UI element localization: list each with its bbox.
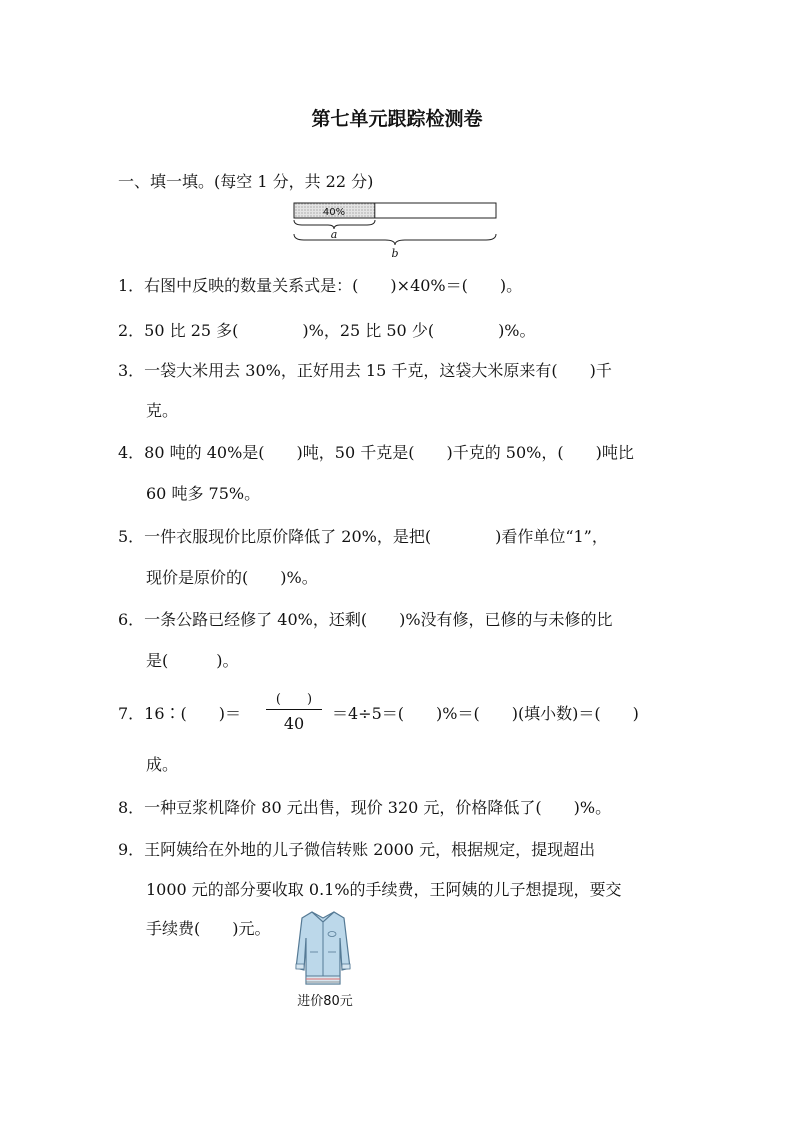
question-6-line-1: 6．一条公路已经修了 40%，还剩( )%没有修，已修的与未修的比 xyxy=(118,610,613,629)
question-9-line-2: 1000 元的部分要收取 0.1%的手续费，王阿姨的儿子想提现，要交 xyxy=(146,880,622,899)
brace-b xyxy=(294,234,496,245)
fraction-numerator: ( ) xyxy=(275,692,313,707)
question-3-line-2: 克。 xyxy=(146,401,179,420)
question-5-line-1: 5．一件衣服现价比原价降低了 20%，是把( )看作单位“1”， xyxy=(118,527,608,546)
question-7-fraction xyxy=(262,688,326,734)
jacket-icon xyxy=(292,908,354,988)
question-5-line-2: 现价是原价的( )%。 xyxy=(146,568,318,587)
question-3-line-1: 3．一袋大米用去 30%，正好用去 15 千克，这袋大米原来有( )千 xyxy=(118,361,612,380)
question-2-line-1: 2．50 比 25 多( )%，25 比 50 少( )%。 xyxy=(118,321,536,340)
question-7-part-2: ＝4÷5＝( )%＝( )(填小数)＝( ) xyxy=(332,704,639,723)
bar-label: 40% xyxy=(322,207,346,218)
question-7-line-2: 成。 xyxy=(146,755,179,774)
percent-bar-svg xyxy=(292,200,500,262)
fraction-bar xyxy=(266,709,322,710)
section-heading: 一、填一填。(每空 1 分，共 22 分) xyxy=(118,172,374,191)
jacket-image xyxy=(292,908,354,988)
question-9-line-3: 手续费( )元。 xyxy=(146,919,271,938)
question-9-line-1: 9．王阿姨给在外地的儿子微信转账 2000 元，根据规定，提现超出 xyxy=(118,840,596,859)
question-7-part-1: 7．16∶( )＝ xyxy=(118,704,242,723)
label-b: b xyxy=(391,247,399,260)
label-a: a xyxy=(330,228,338,241)
fraction-denominator: 40 xyxy=(283,714,305,733)
question-4-line-2: 60 吨多 75%。 xyxy=(146,484,261,503)
page-title: 第七单元跟踪检测卷 xyxy=(311,108,483,130)
question-6-line-2: 是( )。 xyxy=(146,651,239,670)
question-1-line-1: 1．右图中反映的数量关系式是：( )×40%＝( )。 xyxy=(118,276,523,295)
percent-bar-diagram xyxy=(292,200,500,262)
question-4-line-1: 4．80 吨的 40%是( )吨，50 千克是( )千克的 50%，( )吨比 xyxy=(118,443,634,462)
jacket-price-label: 进价80元 xyxy=(297,994,353,1009)
question-8-line-1: 8．一种豆浆机降价 80 元出售，现价 320 元，价格降低了( )%。 xyxy=(118,798,612,817)
